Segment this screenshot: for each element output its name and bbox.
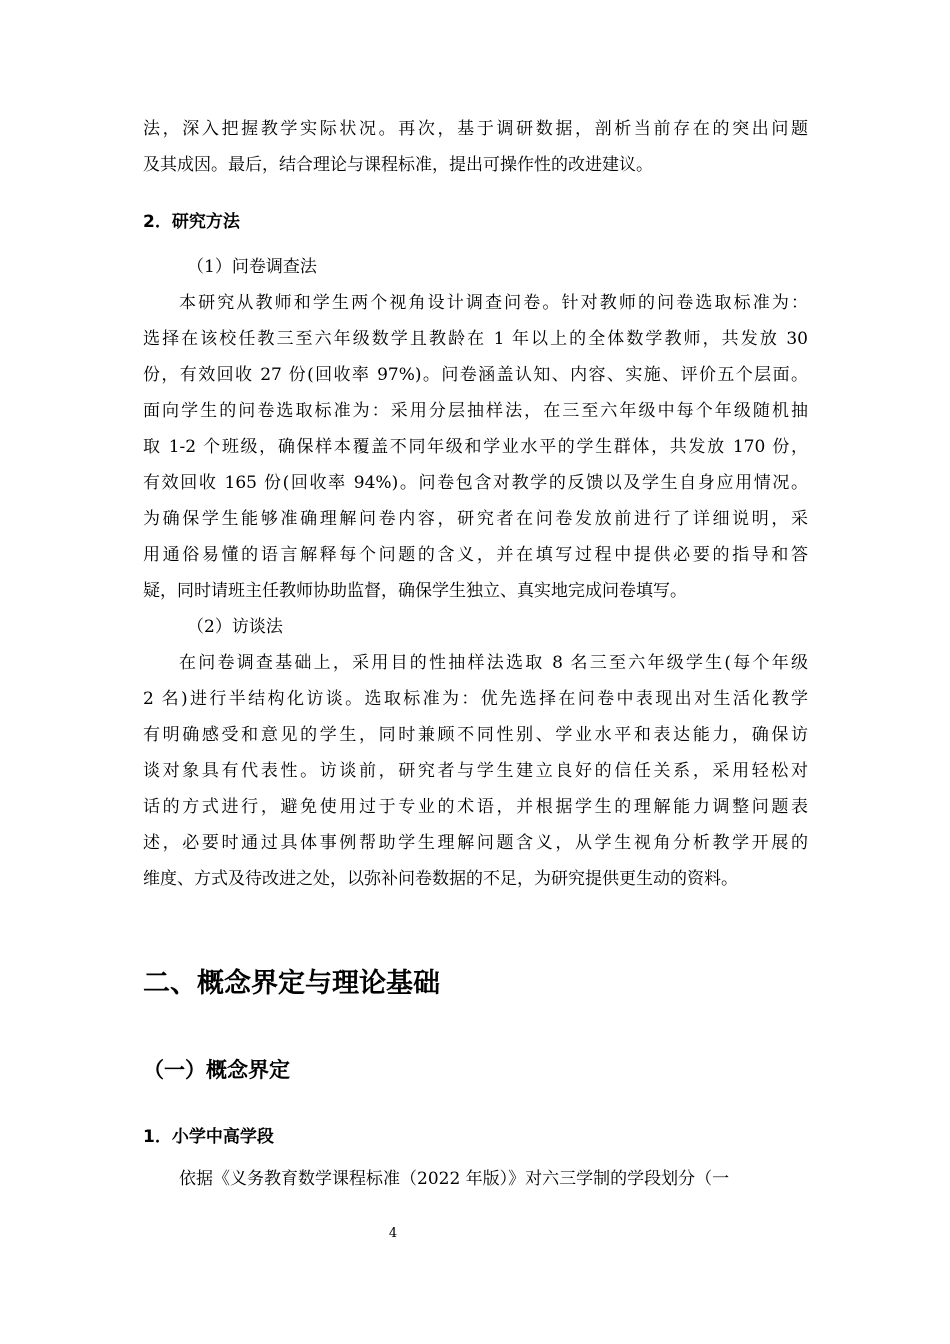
body-line: 述，必要时通过具体事例帮助学生理解问题含义，从学生视角分析教学开展的 bbox=[143, 833, 808, 853]
body-line: 2 名)进行半结构化访谈。选取标准为：优先选择在问卷中表现出对生活化教学 bbox=[143, 689, 808, 709]
chapter-title: 二、概念界定与理论基础 bbox=[143, 968, 440, 999]
body-line: 本研究从教师和学生两个视角设计调查问卷。针对教师的问卷选取标准为： bbox=[179, 293, 808, 313]
subsection-questionnaire-title: （1）问卷调查法 bbox=[187, 257, 317, 277]
body-line: 份，有效回收 27 份(回收率 97%)。问卷涵盖认知、内容、实施、评价五个层面。 bbox=[143, 365, 808, 385]
body-line: 面向学生的问卷选取标准为：采用分层抽样法，在三至六年级中每个年级随机抽 bbox=[143, 401, 808, 421]
body-line: 取 1-2 个班级，确保样本覆盖不同年级和学业水平的学生群体，共发放 170 份， bbox=[143, 437, 808, 457]
body-line: 用通俗易懂的语言解释每个问题的含义，并在填写过程中提供必要的指导和答 bbox=[143, 545, 808, 565]
page-number: 4 bbox=[388, 1226, 398, 1241]
section-title: （一）概念界定 bbox=[143, 1058, 290, 1082]
body-line: 有效回收 165 份(回收率 94%)。问卷包含对教学的反馈以及学生自身应用情况。 bbox=[143, 473, 808, 493]
body-line: 及其成因。最后，结合理论与课程标准，提出可操作性的改进建议。 bbox=[143, 155, 653, 175]
subheading-grade-level: 1．小学中高学段 bbox=[143, 1127, 274, 1147]
body-line: 在问卷调查基础上，采用目的性抽样法选取 8 名三至六年级学生(每个年级 bbox=[179, 653, 808, 673]
body-line: 维度、方式及待改进之处，以弥补问卷数据的不足，为研究提供更生动的资料。 bbox=[143, 869, 738, 889]
body-line: 话的方式进行，避免使用过于专业的术语，并根据学生的理解能力调整问题表 bbox=[143, 797, 808, 817]
body-line: 疑，同时请班主任教师协助监督，确保学生独立、真实地完成问卷填写。 bbox=[143, 581, 687, 601]
body-line: 依据《义务教育数学课程标准（2022 年版）》对六三学制的学段划分（一 bbox=[179, 1169, 730, 1189]
body-line: 有明确感受和意见的学生，同时兼顾不同性别、学业水平和表达能力，确保访 bbox=[143, 725, 808, 745]
body-line: 选择在该校任教三至六年级数学且教龄在 1 年以上的全体数学教师，共发放 30 bbox=[143, 329, 808, 349]
body-line: 谈对象具有代表性。访谈前，研究者与学生建立良好的信任关系，采用轻松对 bbox=[143, 761, 808, 781]
body-line: 法，深入把握教学实际状况。再次，基于调研数据，剖析当前存在的突出问题 bbox=[143, 119, 808, 139]
body-line: 为确保学生能够准确理解问卷内容，研究者在问卷发放前进行了详细说明，采 bbox=[143, 509, 808, 529]
subsection-interview-title: （2）访谈法 bbox=[187, 617, 283, 637]
subheading-research-method: 2．研究方法 bbox=[143, 212, 240, 232]
